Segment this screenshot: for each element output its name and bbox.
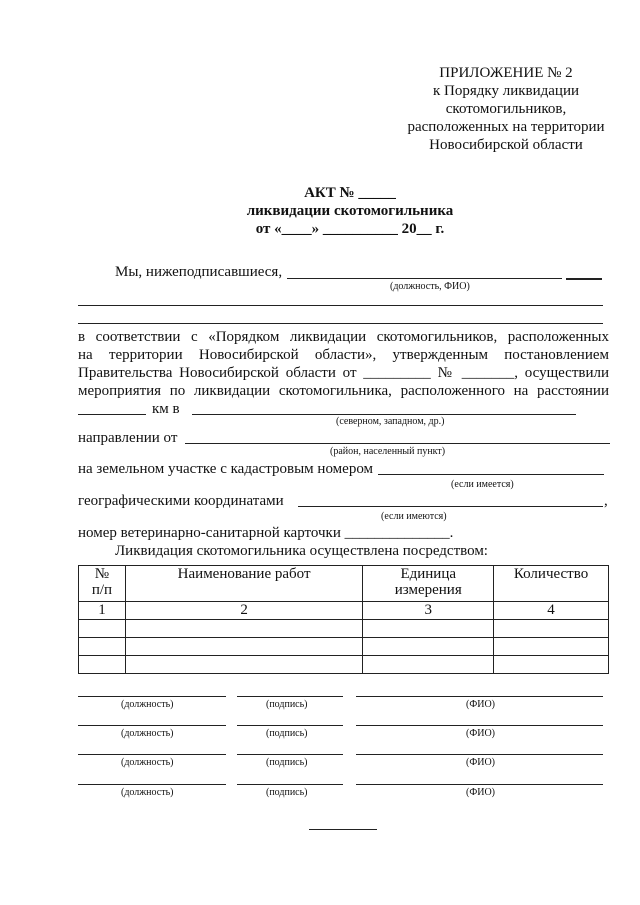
- position-line[interactable]: [78, 754, 226, 755]
- position-caption: (должность): [121, 787, 174, 798]
- cadastral-field[interactable]: [378, 474, 604, 475]
- name-caption: (ФИО): [466, 699, 496, 710]
- header-unit-l1: Единица: [400, 566, 456, 582]
- act-date-title: от «____» __________ 20__ г.: [255, 221, 445, 237]
- table-header-row: [79, 566, 609, 602]
- liquidation-text: Ликвидация скотомогильника осуществлена посредством:: [115, 543, 488, 559]
- table-cell[interactable]: [363, 620, 494, 638]
- para-line: на территории Новосибирской области», утвержденным постановлением: [78, 347, 609, 363]
- para-line: мероприятия по ликвидации скотомогильника, расположенного на расстоянии: [78, 383, 609, 399]
- col-number-2: 2: [125, 602, 362, 620]
- header-work-name-l1: Наименование работ: [177, 566, 311, 582]
- coordinates-comma: ,: [604, 493, 608, 509]
- caption-if-exists: (если имеется): [451, 479, 514, 490]
- table-cell[interactable]: [125, 656, 362, 674]
- appendix-line: к Порядку ликвидации: [432, 83, 579, 99]
- table-cell[interactable]: [363, 638, 494, 656]
- appendix-line: ПРИЛОЖЕНИЕ № 2: [439, 65, 573, 81]
- table-row: [79, 656, 609, 674]
- name-line[interactable]: [356, 725, 603, 726]
- header-unit: [363, 566, 494, 602]
- position-line[interactable]: [78, 725, 226, 726]
- table-number-row: [79, 602, 609, 620]
- header-quantity: [494, 566, 609, 602]
- name-line[interactable]: [356, 754, 603, 755]
- para-line: в соответствии с «Порядком ликвидации скотомогильников, расположенных: [78, 329, 609, 345]
- name-caption: (ФИО): [466, 728, 496, 739]
- table-cell[interactable]: [125, 638, 362, 656]
- header-number-l2: п/п: [91, 582, 113, 598]
- header-work-name: [125, 566, 362, 602]
- appendix-line: скотомогильников,: [445, 101, 567, 117]
- intro-text: Мы, нижеподписавшиеся,: [115, 264, 283, 280]
- caption-direction: (северном, западном, др.): [336, 416, 445, 427]
- table-cell[interactable]: [494, 656, 609, 674]
- land-plot-text: на земельном участке с кадастровым номером: [78, 461, 374, 477]
- direction-from-text: направлении от: [78, 430, 178, 446]
- table-cell[interactable]: [79, 638, 126, 656]
- header-number-l1: №: [94, 566, 110, 582]
- position-caption: (должность): [121, 757, 174, 768]
- position-line[interactable]: [78, 696, 226, 697]
- names-field[interactable]: [287, 278, 562, 279]
- col-number-3: 3: [363, 602, 494, 620]
- signature-line[interactable]: [237, 725, 343, 726]
- table-row: [79, 620, 609, 638]
- coordinates-text: географическими координатами: [78, 493, 284, 509]
- name-line[interactable]: [356, 784, 603, 785]
- table-cell[interactable]: [125, 620, 362, 638]
- appendix-line: расположенных на территории: [407, 119, 605, 135]
- appendix-block: [380, 64, 632, 154]
- names-field-line-3[interactable]: [78, 323, 603, 324]
- district-field[interactable]: [185, 443, 610, 444]
- signature-caption: (подпись): [266, 757, 308, 768]
- km-in-text: км в: [152, 401, 180, 417]
- col-number-4: 4: [494, 602, 609, 620]
- vet-card-text: номер ветеринарно-санитарной карточки ______________.: [78, 525, 454, 541]
- signature-line[interactable]: [237, 696, 343, 697]
- end-separator: [309, 829, 377, 830]
- names-field-line-2[interactable]: [78, 305, 603, 306]
- table-cell[interactable]: [79, 620, 126, 638]
- signature-caption: (подпись): [266, 699, 308, 710]
- signature-caption: (подпись): [266, 728, 308, 739]
- col-number-1: 1: [79, 602, 126, 620]
- direction-field[interactable]: [192, 414, 576, 415]
- signature-line[interactable]: [237, 754, 343, 755]
- caption-if-exist-plural: (если имеются): [381, 511, 447, 522]
- names-field-tail[interactable]: [566, 278, 602, 280]
- caption-position-name: (должность, ФИО): [390, 281, 470, 292]
- header-quantity-l1: Количество: [513, 566, 589, 582]
- works-table: [78, 565, 609, 674]
- position-caption: (должность): [121, 728, 174, 739]
- coordinates-field[interactable]: [298, 506, 603, 507]
- act-number-title: АКТ № _____: [304, 185, 396, 201]
- name-line[interactable]: [356, 696, 603, 697]
- name-caption: (ФИО): [466, 787, 496, 798]
- act-subject-title: ликвидации скотомогильника: [246, 203, 454, 219]
- table-row: [79, 638, 609, 656]
- table-cell[interactable]: [363, 656, 494, 674]
- signature-line[interactable]: [237, 784, 343, 785]
- header-unit-l2: измерения: [394, 582, 462, 598]
- name-caption: (ФИО): [466, 757, 496, 768]
- table-cell[interactable]: [494, 620, 609, 638]
- signature-caption: (подпись): [266, 787, 308, 798]
- header-number: [79, 566, 126, 602]
- position-caption: (должность): [121, 699, 174, 710]
- appendix-line: Новосибирской области: [429, 137, 583, 153]
- table-cell[interactable]: [494, 638, 609, 656]
- position-line[interactable]: [78, 784, 226, 785]
- caption-district: (район, населенный пункт): [330, 446, 446, 457]
- distance-field[interactable]: [78, 414, 146, 415]
- para-line: Правительства Новосибирской области от _________ № _______, осуществили: [78, 365, 609, 381]
- table-cell[interactable]: [79, 656, 126, 674]
